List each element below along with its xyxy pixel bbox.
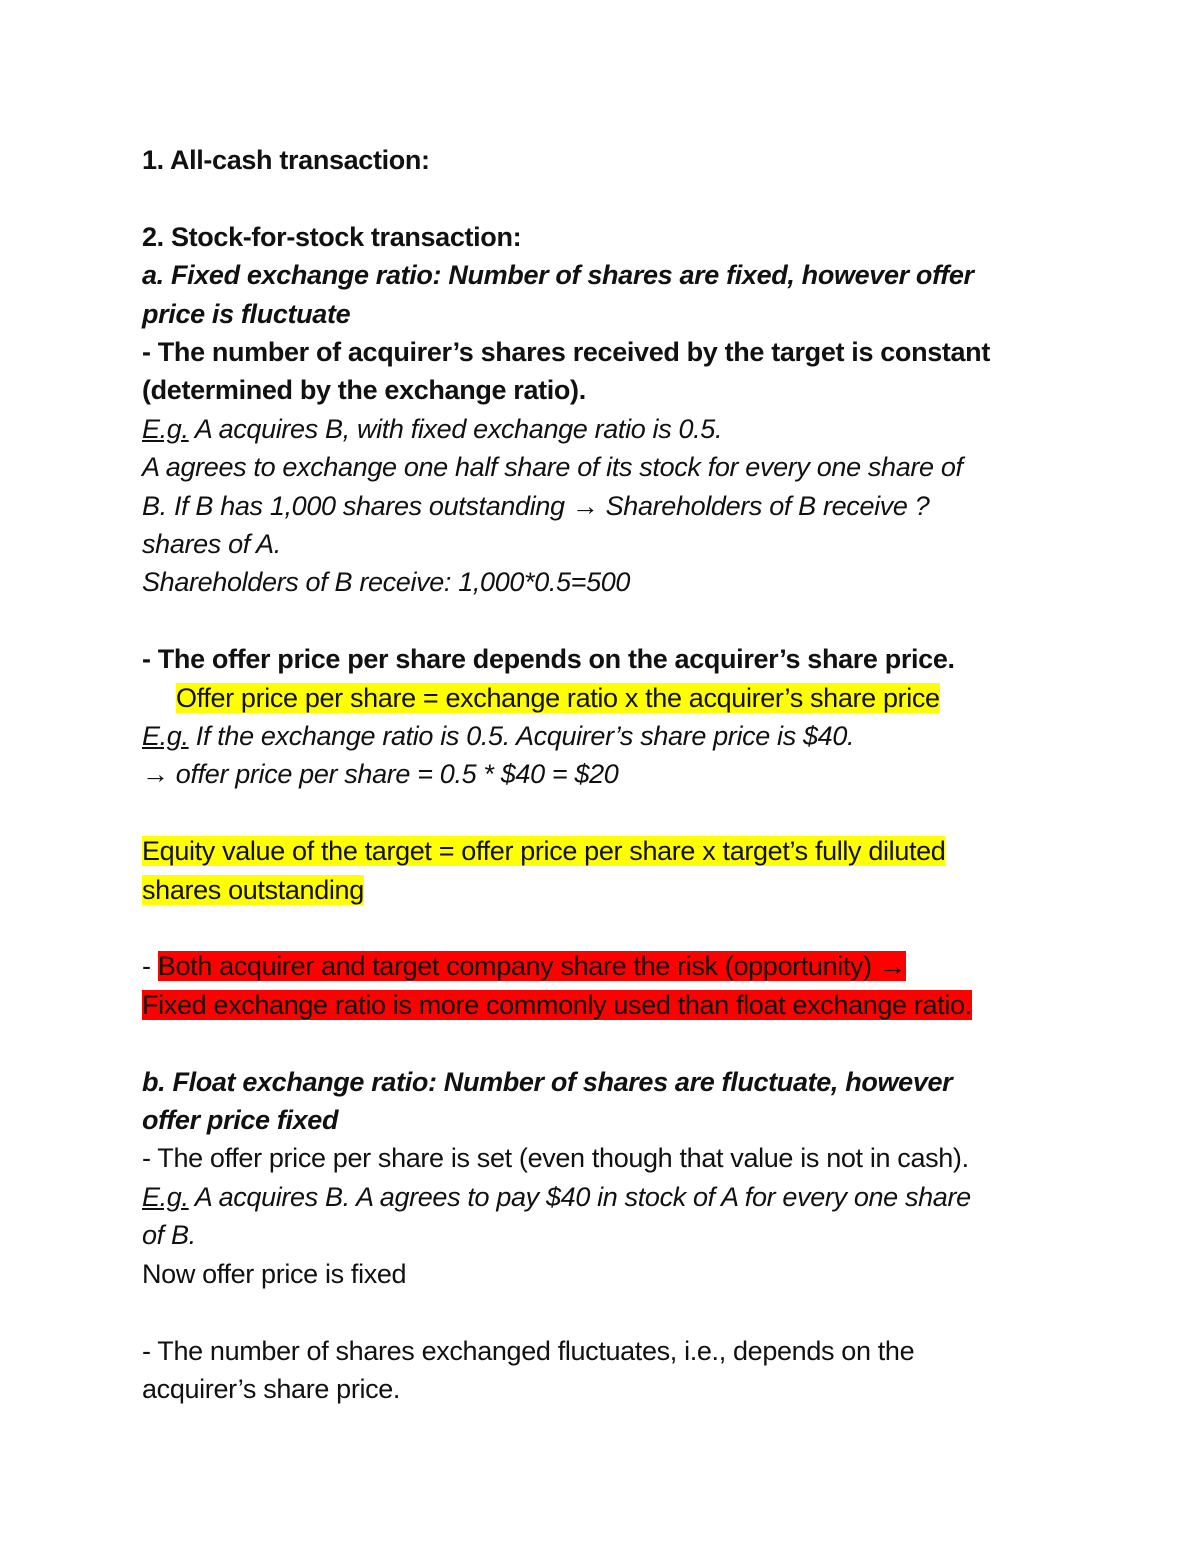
fixed-example-1-line4: shares of A. (142, 529, 281, 560)
spacer (142, 1293, 1062, 1331)
spacer (142, 179, 1062, 217)
risk-note-highlight-cont: Fixed exchange ratio is more commonly used than float exchange ratio. (142, 989, 972, 1020)
fixed-point-1-cont: (determined by the exchange ratio). (142, 375, 586, 406)
risk-note-text: Both acquirer and target company share the risk (opportunity) (157, 951, 879, 982)
fixed-example-2-text: If the exchange ratio is 0.5. Acquirer’s share price is $40. (188, 721, 855, 752)
fixed-ratio-title-cont: price is fluctuate (142, 298, 351, 329)
spacer (142, 794, 1062, 832)
float-point-1: - The offer price per share is set (even though that value is not in cash). (142, 1143, 969, 1174)
eg-label: E.g. (142, 413, 189, 444)
spacer (142, 909, 1062, 947)
float-example-cont: of B. (142, 1220, 196, 1251)
fixed-example-2-result-text: offer price per share = 0.5 * $40 = $20 (168, 759, 619, 790)
fixed-point-2: - The offer price per share depends on the acquirer’s share price. (142, 644, 955, 675)
float-example-text: A acquires B. A agrees to pay $40 in stock of A for every one share (188, 1181, 971, 1212)
fixed-example-1-line2: A agrees to exchange one half share of its stock for every one share of (142, 452, 963, 483)
fixed-example-1-line3-a: B. If B has 1,000 shares outstanding (142, 490, 572, 521)
float-ratio-title-cont: offer price fixed (142, 1105, 339, 1136)
eg-label: E.g. (142, 1181, 189, 1212)
document-page (142, 141, 1062, 1408)
float-example (142, 1178, 1062, 1216)
fixed-example-1-line3 (142, 487, 1062, 525)
right-arrow-icon: → (571, 490, 599, 521)
float-point-2-cont: acquirer’s share price. (142, 1373, 401, 1404)
float-point-2: - The number of shares exchanged fluctuates, i.e., depends on the (142, 1335, 915, 1366)
float-fixed-note: Now offer price is fixed (142, 1258, 407, 1289)
fixed-example-1 (142, 410, 1062, 448)
equity-value-formula-cont (142, 871, 1062, 909)
fixed-example-1-text: A acquires B, with fixed exchange ratio is 0.5. (188, 413, 723, 444)
fixed-example-1-line5: Shareholders of B receive: 1,000*0.5=500 (142, 567, 631, 598)
fixed-ratio-title: a. Fixed exchange ratio: Number of shares are fixed, however offer (142, 260, 974, 291)
offer-price-formula (142, 679, 1062, 717)
spacer (142, 1024, 1062, 1062)
equity-value-highlight-cont: shares outstanding (142, 874, 364, 905)
fixed-example-2-result (142, 755, 1062, 793)
spacer (142, 602, 1062, 640)
fixed-example-1-line3-b: Shareholders of B receive ? (598, 490, 930, 521)
fixed-point-1: - The number of acquirer’s shares received by the target is constant (142, 337, 990, 368)
risk-note-highlight (158, 951, 906, 981)
risk-note (142, 947, 1062, 985)
eg-label: E.g. (142, 721, 189, 752)
float-ratio-title: b. Float exchange ratio: Number of shares are fluctuate, however (142, 1066, 953, 1097)
heading-all-cash: 1. All-cash transaction: (142, 145, 430, 175)
risk-note-dash: - (142, 951, 158, 982)
heading-stock-for-stock: 2. Stock-for-stock transaction: (142, 221, 522, 252)
right-arrow-icon: → (142, 759, 169, 790)
risk-note-cont (142, 986, 1062, 1024)
offer-price-formula-highlight: Offer price per share = exchange ratio x the acquirer’s share price (176, 682, 940, 713)
equity-value-highlight: Equity value of the target = offer price per share x target’s fully diluted (142, 836, 946, 867)
right-arrow-icon: → (878, 951, 906, 982)
fixed-example-2 (142, 717, 1062, 755)
equity-value-formula (142, 832, 1062, 870)
